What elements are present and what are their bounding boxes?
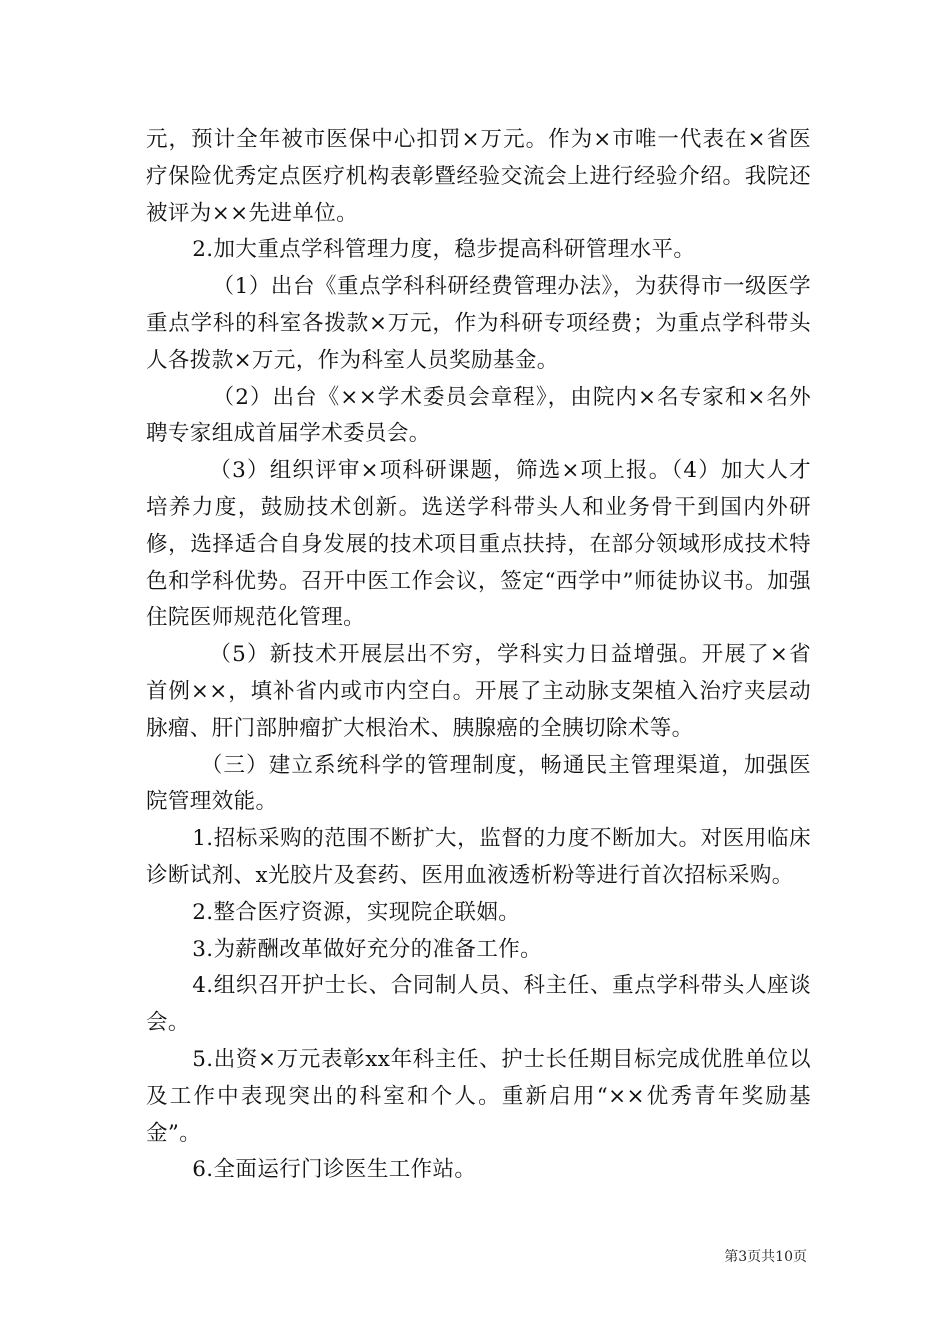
- paragraph-section-3-item-2: 2.整合医疗资源，实现院企联姻。: [192, 899, 521, 925]
- paragraph-subitem-3-4: （3）组织评审×项科研课题，筛选×项上报。（4）加大人才培养力度，鼓励技术创新。选送学科带头人和业务骨干到国内外研修，选择适合自身发展的技术项目重点扶持，在部分领域形成技术特色和学科优势。召开中医工作会议，签定“西学中”师徒协议书。加强住院医师规范化管理。: [146, 458, 811, 631]
- paragraph-section-3-item-4: 4.组织召开护士长、合同制人员、科主任、重点学科带头人座谈会。: [146, 973, 811, 1036]
- paragraph-section-3-item-6: 6.全面运行门诊医生工作站。: [192, 1157, 477, 1183]
- document-body: [146, 122, 811, 1189]
- paragraph-section-3-item-5: 5.出资×万元表彰xx年科主任、护士长任期目标完成优胜单位以及工作中表现突出的科室和个人。重新启用“××优秀青年奖励基金”。: [146, 1046, 811, 1146]
- page-number-footer: 第3页共10页: [724, 1249, 807, 1265]
- paragraph-section-3-item-1: 1.招标采购的范围不断扩大，监督的力度不断加大。对医用临床诊断试剂、x光胶片及套药、医用血液透析粉等进行首次招标采购。: [146, 826, 811, 888]
- paragraph-item-2: 2.加大重点学科管理力度，稳步提高科研管理水平。: [192, 237, 696, 263]
- paragraph-subitem-1: （1）出台《重点学科科研经费管理办法》，为获得市一级医学重点学科的科室各拨款×万元，作为科研专项经费；为重点学科带头人各拨款×万元，作为科室人员奖励基金。: [146, 274, 811, 373]
- paragraph-continuation: 元，预计全年被市医保中心扣罚×万元。作为×市唯一代表在×省医疗保险优秀定点医疗机构表彰暨经验交流会上进行经验介绍。我院还被评为××先进单位。: [146, 127, 811, 226]
- paragraph-subitem-5: （5）新技术开展层出不穷，学科实力日益增强。开展了×省首例××，填补省内或市内空白。开展了主动脉支架植入治疗夹层动脉瘤、肝门部肿瘤扩大根治术、胰腺癌的全胰切除术等。: [146, 642, 811, 741]
- paragraph-section-3: （三）建立系统科学的管理制度，畅通民主管理渠道，加强医院管理效能。: [146, 752, 811, 815]
- paragraph-subitem-2: （2）出台《××学术委员会章程》，由院内×名专家和×名外聘专家组成首届学术委员会。: [146, 384, 811, 447]
- paragraph-section-3-item-3: 3.为薪酬改革做好充分的准备工作。: [192, 936, 543, 962]
